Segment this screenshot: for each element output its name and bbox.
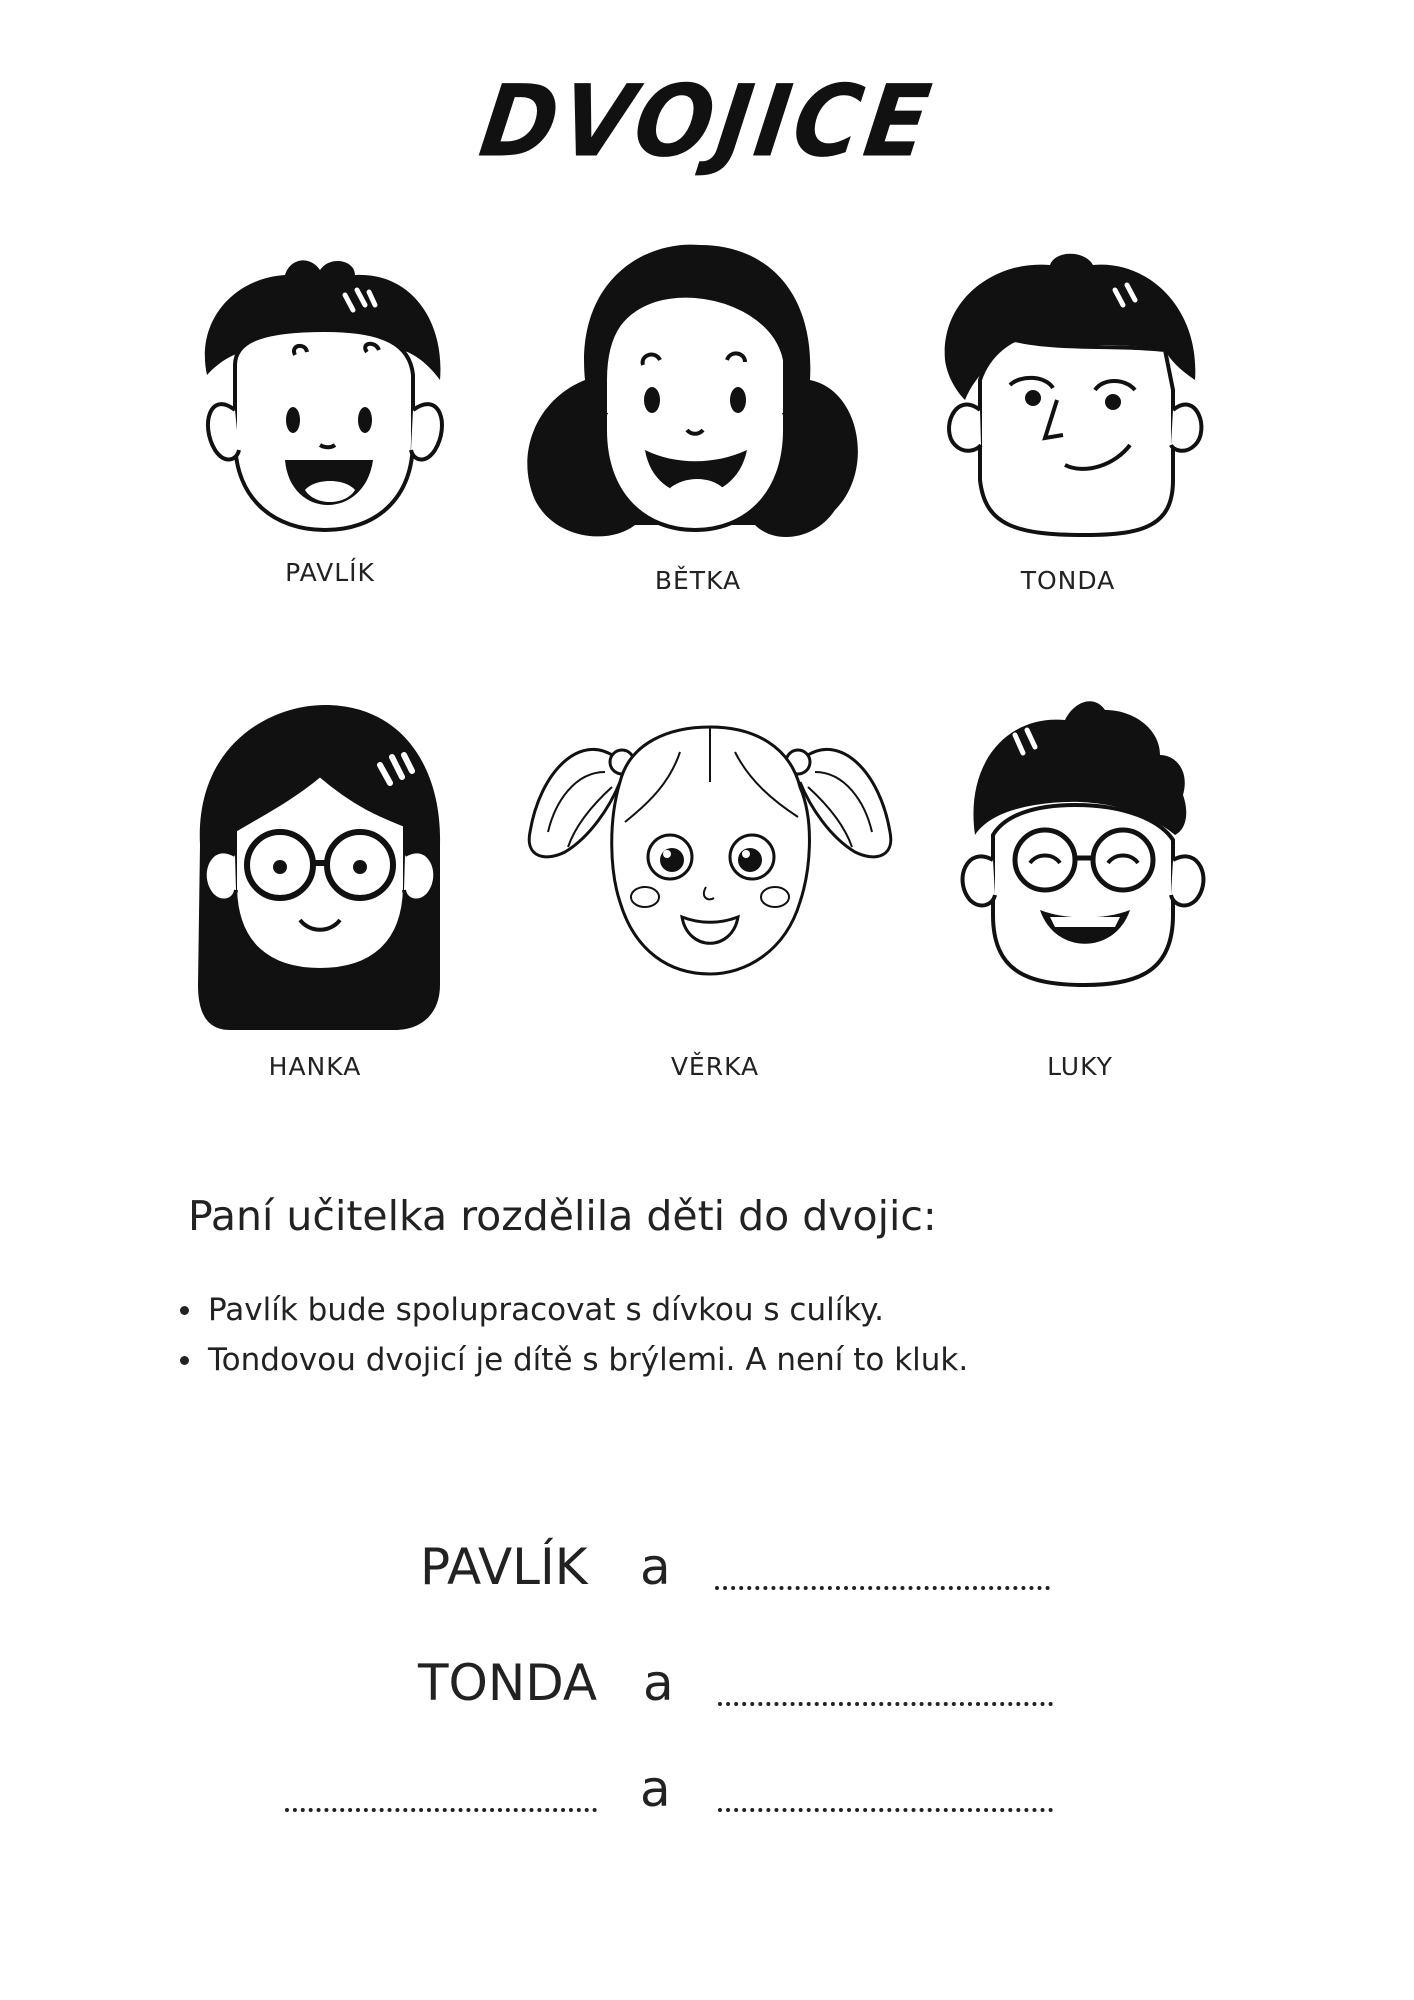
child-name-luky: LUKY (1047, 1052, 1113, 1081)
child-name-pavlik: PAVLÍK (285, 558, 375, 587)
answer-row3-blank-right[interactable] (718, 1808, 1053, 1812)
boy-smirk-face-icon (935, 250, 1215, 540)
girl-curly-hair-face-icon (515, 240, 875, 545)
answer-row3-blank-left[interactable] (285, 1808, 597, 1812)
task-question: Paní učitelka rozdělila děti do dvojic: (188, 1192, 937, 1240)
answer-row1-name: PAVLÍK (420, 1538, 588, 1596)
child-name-verka: VĚRKA (670, 1052, 760, 1081)
boy-glasses-face-icon (945, 695, 1220, 995)
child-name-betka: BĚTKA (654, 566, 742, 595)
answer-row2-name: TONDA (418, 1654, 598, 1712)
child-name-tonda: TONDA (1020, 566, 1116, 595)
answer-row1-connector: a (640, 1538, 671, 1596)
girl-pigtails-face-icon (520, 712, 900, 982)
worksheet-title: DVOJICE (473, 63, 941, 180)
answer-row2-connector: a (643, 1654, 674, 1712)
answer-row3-connector: a (640, 1760, 671, 1818)
clue-item: Pavlík bude spolupracovat s dívkou s culíky. (180, 1285, 968, 1335)
child-name-hanka: HANKA (268, 1052, 362, 1081)
answer-row1-blank[interactable] (715, 1586, 1050, 1590)
boy-face-icon (195, 250, 455, 535)
clue-item: Tondovou dvojicí je dítě s brýlemi. A není to kluk. (180, 1335, 968, 1385)
clue-list (180, 1285, 968, 1385)
girl-glasses-face-icon (180, 705, 460, 1035)
answer-row2-blank[interactable] (718, 1702, 1053, 1706)
